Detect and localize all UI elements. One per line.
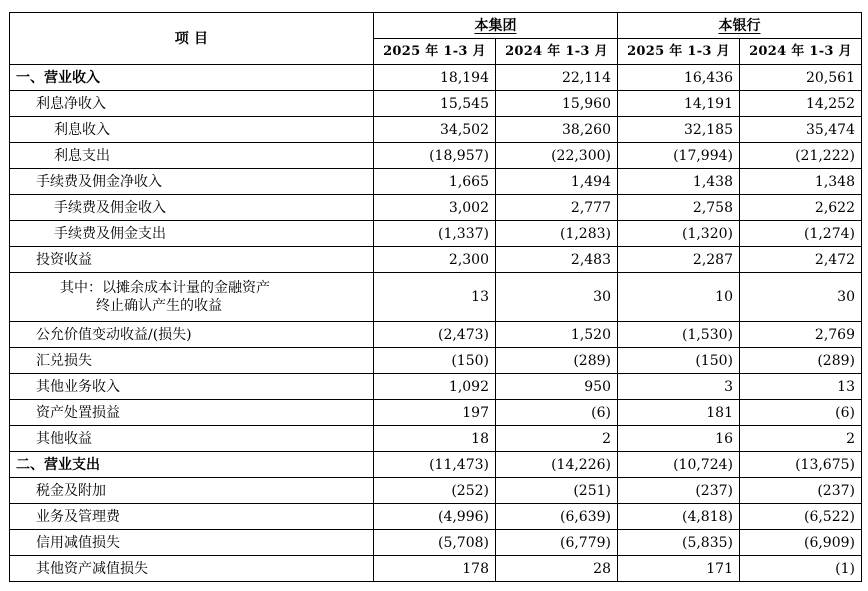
value-cell: (6)	[496, 400, 618, 426]
value-cell: 2,758	[618, 195, 740, 221]
row-label: 汇兑损失	[10, 348, 374, 374]
header-row-groups	[10, 13, 862, 39]
value-cell: (6,909)	[740, 530, 862, 556]
period-header: 2025 年 1-3 月	[618, 39, 740, 65]
value-cell: 1,348	[740, 169, 862, 195]
table-row	[10, 117, 862, 143]
value-cell: 18,194	[374, 65, 496, 91]
value-cell: (2,473)	[374, 322, 496, 348]
row-label: 利息支出	[10, 143, 374, 169]
table-row	[10, 478, 862, 504]
table-row	[10, 452, 862, 478]
table-row	[10, 221, 862, 247]
row-label: 利息收入	[10, 117, 374, 143]
row-label: 投资收益	[10, 247, 374, 273]
value-cell: (4,996)	[374, 504, 496, 530]
row-label: 公允价值变动收益/(损失)	[10, 322, 374, 348]
row-label: 二、营业支出	[10, 452, 374, 478]
value-cell: (150)	[374, 348, 496, 374]
value-cell: 197	[374, 400, 496, 426]
value-cell: 30	[496, 273, 618, 322]
value-cell: (6,639)	[496, 504, 618, 530]
table-row	[10, 374, 862, 400]
value-cell: 2,777	[496, 195, 618, 221]
value-cell: 15,545	[374, 91, 496, 117]
value-cell: (251)	[496, 478, 618, 504]
row-label	[10, 273, 374, 322]
value-cell: (1,320)	[618, 221, 740, 247]
value-cell: (289)	[740, 348, 862, 374]
period-header: 2025 年 1-3 月	[374, 39, 496, 65]
value-cell: 2,300	[374, 247, 496, 273]
row-label: 税金及附加	[10, 478, 374, 504]
value-cell: 22,114	[496, 65, 618, 91]
table-row	[10, 65, 862, 91]
value-cell: 14,252	[740, 91, 862, 117]
table-row	[10, 400, 862, 426]
table-row	[10, 504, 862, 530]
value-cell: (5,708)	[374, 530, 496, 556]
value-cell: (1,274)	[740, 221, 862, 247]
value-cell: 2	[496, 426, 618, 452]
value-cell: (6,522)	[740, 504, 862, 530]
value-cell: 18	[374, 426, 496, 452]
value-cell: (1)	[740, 556, 862, 582]
table-row	[10, 91, 862, 117]
value-cell: (4,818)	[618, 504, 740, 530]
row-label: 手续费及佣金支出	[10, 221, 374, 247]
row-label: 业务及管理费	[10, 504, 374, 530]
value-cell: 3,002	[374, 195, 496, 221]
table-row	[10, 169, 862, 195]
value-cell: 10	[618, 273, 740, 322]
value-cell: 171	[618, 556, 740, 582]
value-cell: (22,300)	[496, 143, 618, 169]
table-row	[10, 322, 862, 348]
value-cell: (17,994)	[618, 143, 740, 169]
row-label: 其他收益	[10, 426, 374, 452]
value-cell: (18,957)	[374, 143, 496, 169]
row-label: 手续费及佣金收入	[10, 195, 374, 221]
table-row	[10, 348, 862, 374]
value-cell: 178	[374, 556, 496, 582]
value-cell: (10,724)	[618, 452, 740, 478]
value-cell: 1,665	[374, 169, 496, 195]
table-row	[10, 273, 862, 322]
table-row	[10, 530, 862, 556]
table-row	[10, 143, 862, 169]
row-label: 其他业务收入	[10, 374, 374, 400]
value-cell: 15,960	[496, 91, 618, 117]
value-cell: (11,473)	[374, 452, 496, 478]
value-cell: (14,226)	[496, 452, 618, 478]
income-statement-table	[9, 12, 862, 582]
value-cell: (150)	[618, 348, 740, 374]
value-cell: 14,191	[618, 91, 740, 117]
row-label: 其他资产减值损失	[10, 556, 374, 582]
group-header-group: 本集团	[374, 13, 618, 39]
value-cell: 13	[374, 273, 496, 322]
value-cell: (237)	[618, 478, 740, 504]
value-cell: 1,438	[618, 169, 740, 195]
value-cell: 2,287	[618, 247, 740, 273]
value-cell: (21,222)	[740, 143, 862, 169]
value-cell: 28	[496, 556, 618, 582]
value-cell: (1,337)	[374, 221, 496, 247]
value-cell: 1,494	[496, 169, 618, 195]
value-cell: 32,185	[618, 117, 740, 143]
item-column-header: 项 目	[10, 13, 374, 65]
value-cell: 181	[618, 400, 740, 426]
value-cell: (6)	[740, 400, 862, 426]
value-cell: 2,472	[740, 247, 862, 273]
value-cell: 16,436	[618, 65, 740, 91]
value-cell: 2	[740, 426, 862, 452]
value-cell: (237)	[740, 478, 862, 504]
value-cell: (1,283)	[496, 221, 618, 247]
value-cell: (289)	[496, 348, 618, 374]
value-cell: 3	[618, 374, 740, 400]
value-cell: (6,779)	[496, 530, 618, 556]
value-cell: (13,675)	[740, 452, 862, 478]
value-cell: 34,502	[374, 117, 496, 143]
value-cell: 20,561	[740, 65, 862, 91]
row-label: 利息净收入	[10, 91, 374, 117]
value-cell: 950	[496, 374, 618, 400]
period-header: 2024 年 1-3 月	[496, 39, 618, 65]
value-cell: 38,260	[496, 117, 618, 143]
group-header-bank: 本银行	[618, 13, 862, 39]
table-row	[10, 426, 862, 452]
value-cell: (1,530)	[618, 322, 740, 348]
value-cell: 16	[618, 426, 740, 452]
value-cell: 1,092	[374, 374, 496, 400]
value-cell: 2,622	[740, 195, 862, 221]
value-cell: (252)	[374, 478, 496, 504]
value-cell: (5,835)	[618, 530, 740, 556]
row-label: 一、营业收入	[10, 65, 374, 91]
value-cell: 35,474	[740, 117, 862, 143]
table-row	[10, 556, 862, 582]
value-cell: 1,520	[496, 322, 618, 348]
table-row	[10, 195, 862, 221]
row-label-line: 终止确认产生的收益	[96, 298, 222, 314]
row-label: 资产处置损益	[10, 400, 374, 426]
value-cell: 2,769	[740, 322, 862, 348]
table-row	[10, 247, 862, 273]
value-cell: 2,483	[496, 247, 618, 273]
row-label: 手续费及佣金净收入	[10, 169, 374, 195]
value-cell: 13	[740, 374, 862, 400]
row-label: 信用减值损失	[10, 530, 374, 556]
period-header: 2024 年 1-3 月	[740, 39, 862, 65]
value-cell: 30	[740, 273, 862, 322]
row-label-line: 其中：以摊余成本计量的金融资产	[60, 280, 270, 296]
